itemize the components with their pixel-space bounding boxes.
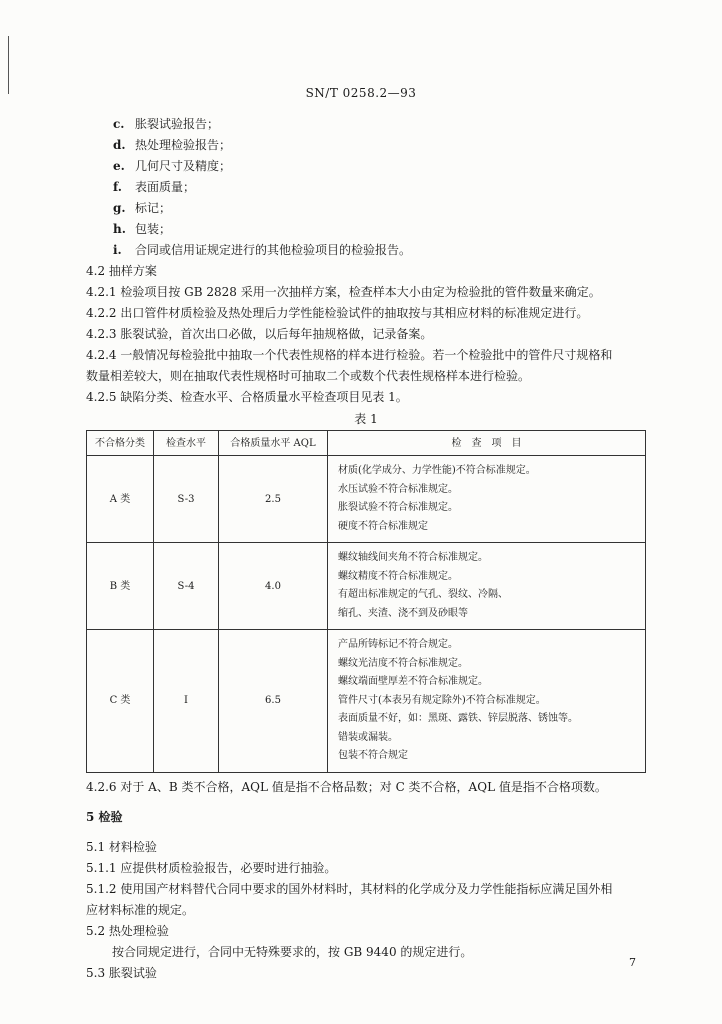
header-level: 检查水平 [154,431,219,456]
table-caption: 表 1 [354,412,378,426]
section-5-3-title: 5.3 胀裂试验 [86,965,157,980]
items-list [86,114,646,261]
row-items: 产品所铸标记不符合规定。 螺纹光洁度不符合标准规定。 螺纹端面壁厚差不符合标准规定。 管件尺寸(本表另有规定除外)不符合标准规定。 表面质量不好，如：黑斑、露铁、锌层脱落、锈蚀等。 错装或漏装。 包装不符合规定 [328,630,646,773]
row-class: B 类 [87,543,154,630]
section-5-2-title: 5.2 热处理检验 [86,923,169,938]
table-header-row [87,431,646,456]
list-item: f. 表面质量； [113,180,196,194]
clause-4-2-2: 4.2.2 出口管件材质检验及热处理后力学性能检验试件的抽取按与其相应材料的标准规定进行。 [86,306,589,320]
table-row [87,456,646,543]
header-class: 不合格分类 [87,431,154,456]
section-5-1-title: 5.1 材料检验 [86,839,157,854]
page-number: 7 [629,956,636,969]
clause-5-1-2-line2: 应材料标准的规定。 [86,902,195,917]
clause-4-2-4-line1: 4.2.4 一般情况每检验批中抽取一个代表性规格的样本进行检验。若一个检验批中的管件尺寸规格和 [86,348,613,362]
list-item: c. 胀裂试验报告； [113,117,220,131]
list-item: d. 热处理检验报告； [113,138,232,152]
row-level: S-4 [154,543,219,630]
clause-5-1-1: 5.1.1 应提供材质检验报告，必要时进行抽验。 [86,860,337,875]
row-aql: 6.5 [219,630,328,773]
clause-4-2-4-line2: 数量相差较大，则在抽取代表性规格时可抽取二个或数个代表性规格样本进行检验。 [86,369,531,383]
header-items: 检 查 项 目 [328,431,646,456]
row-aql: 2.5 [219,456,328,543]
document-body [86,114,646,984]
list-item: g. 标记； [113,201,172,215]
row-class: A 类 [87,456,154,543]
defect-classification-table [86,430,646,773]
table-row [87,543,646,630]
list-item: e. 几何尺寸及精度； [113,159,232,173]
clause-5-2-text: 按合同规定进行，合同中无特殊要求的，按 GB 9440 的规定进行。 [112,944,473,959]
clause-5-1-2-line1: 5.1.2 使用国产材料替代合同中要求的国外材料时，其材料的化学成分及力学性能指标应满足国外相 [86,881,613,896]
clause-4-2-6: 4.2.6 对于 A、B 类不合格，AQL 值是指不合格品数；对 C 类不合格，AQL 值是指不合格项数。 [86,779,607,794]
section-4-2-title: 4.2 抽样方案 [86,264,157,278]
row-level: S-3 [154,456,219,543]
header-aql: 合格质量水平 AQL [219,431,328,456]
clause-4-2-1: 4.2.1 检验项目按 GB 2828 采用一次抽样方案，检查样本大小由定为检验批的管件数量来确定。 [86,285,601,299]
standard-code-header: SN/T 0258.2—93 [305,86,417,100]
clause-4-2-5: 4.2.5 缺陷分类、检查水平、合格质量水平检查项目见表 1。 [86,390,408,404]
row-class: C 类 [87,630,154,773]
list-item: i. 合同或信用证规定进行的其他检验项目的检验报告。 [113,243,412,257]
clause-4-2-3: 4.2.3 胀裂试验，首次出口必做，以后每年抽规格做，记录备案。 [86,327,433,341]
row-aql: 4.0 [219,543,328,630]
row-items: 螺纹轴线间夹角不符合标准规定。 螺纹精度不符合标准规定。 有超出标准规定的气孔、裂纹、冷隔、 缩孔、夹渣、浇不到及砂眼等 [328,543,646,630]
list-item: h. 包装； [113,222,172,236]
table-row [87,630,646,773]
row-items: 材质(化学成分、力学性能)不符合标准规定。 水压试验不符合标准规定。 胀裂试验不符合标准规定。 硬度不符合标准规定 [328,456,646,543]
row-level: I [154,630,219,773]
section-5-title: 5 检验 [86,809,123,824]
